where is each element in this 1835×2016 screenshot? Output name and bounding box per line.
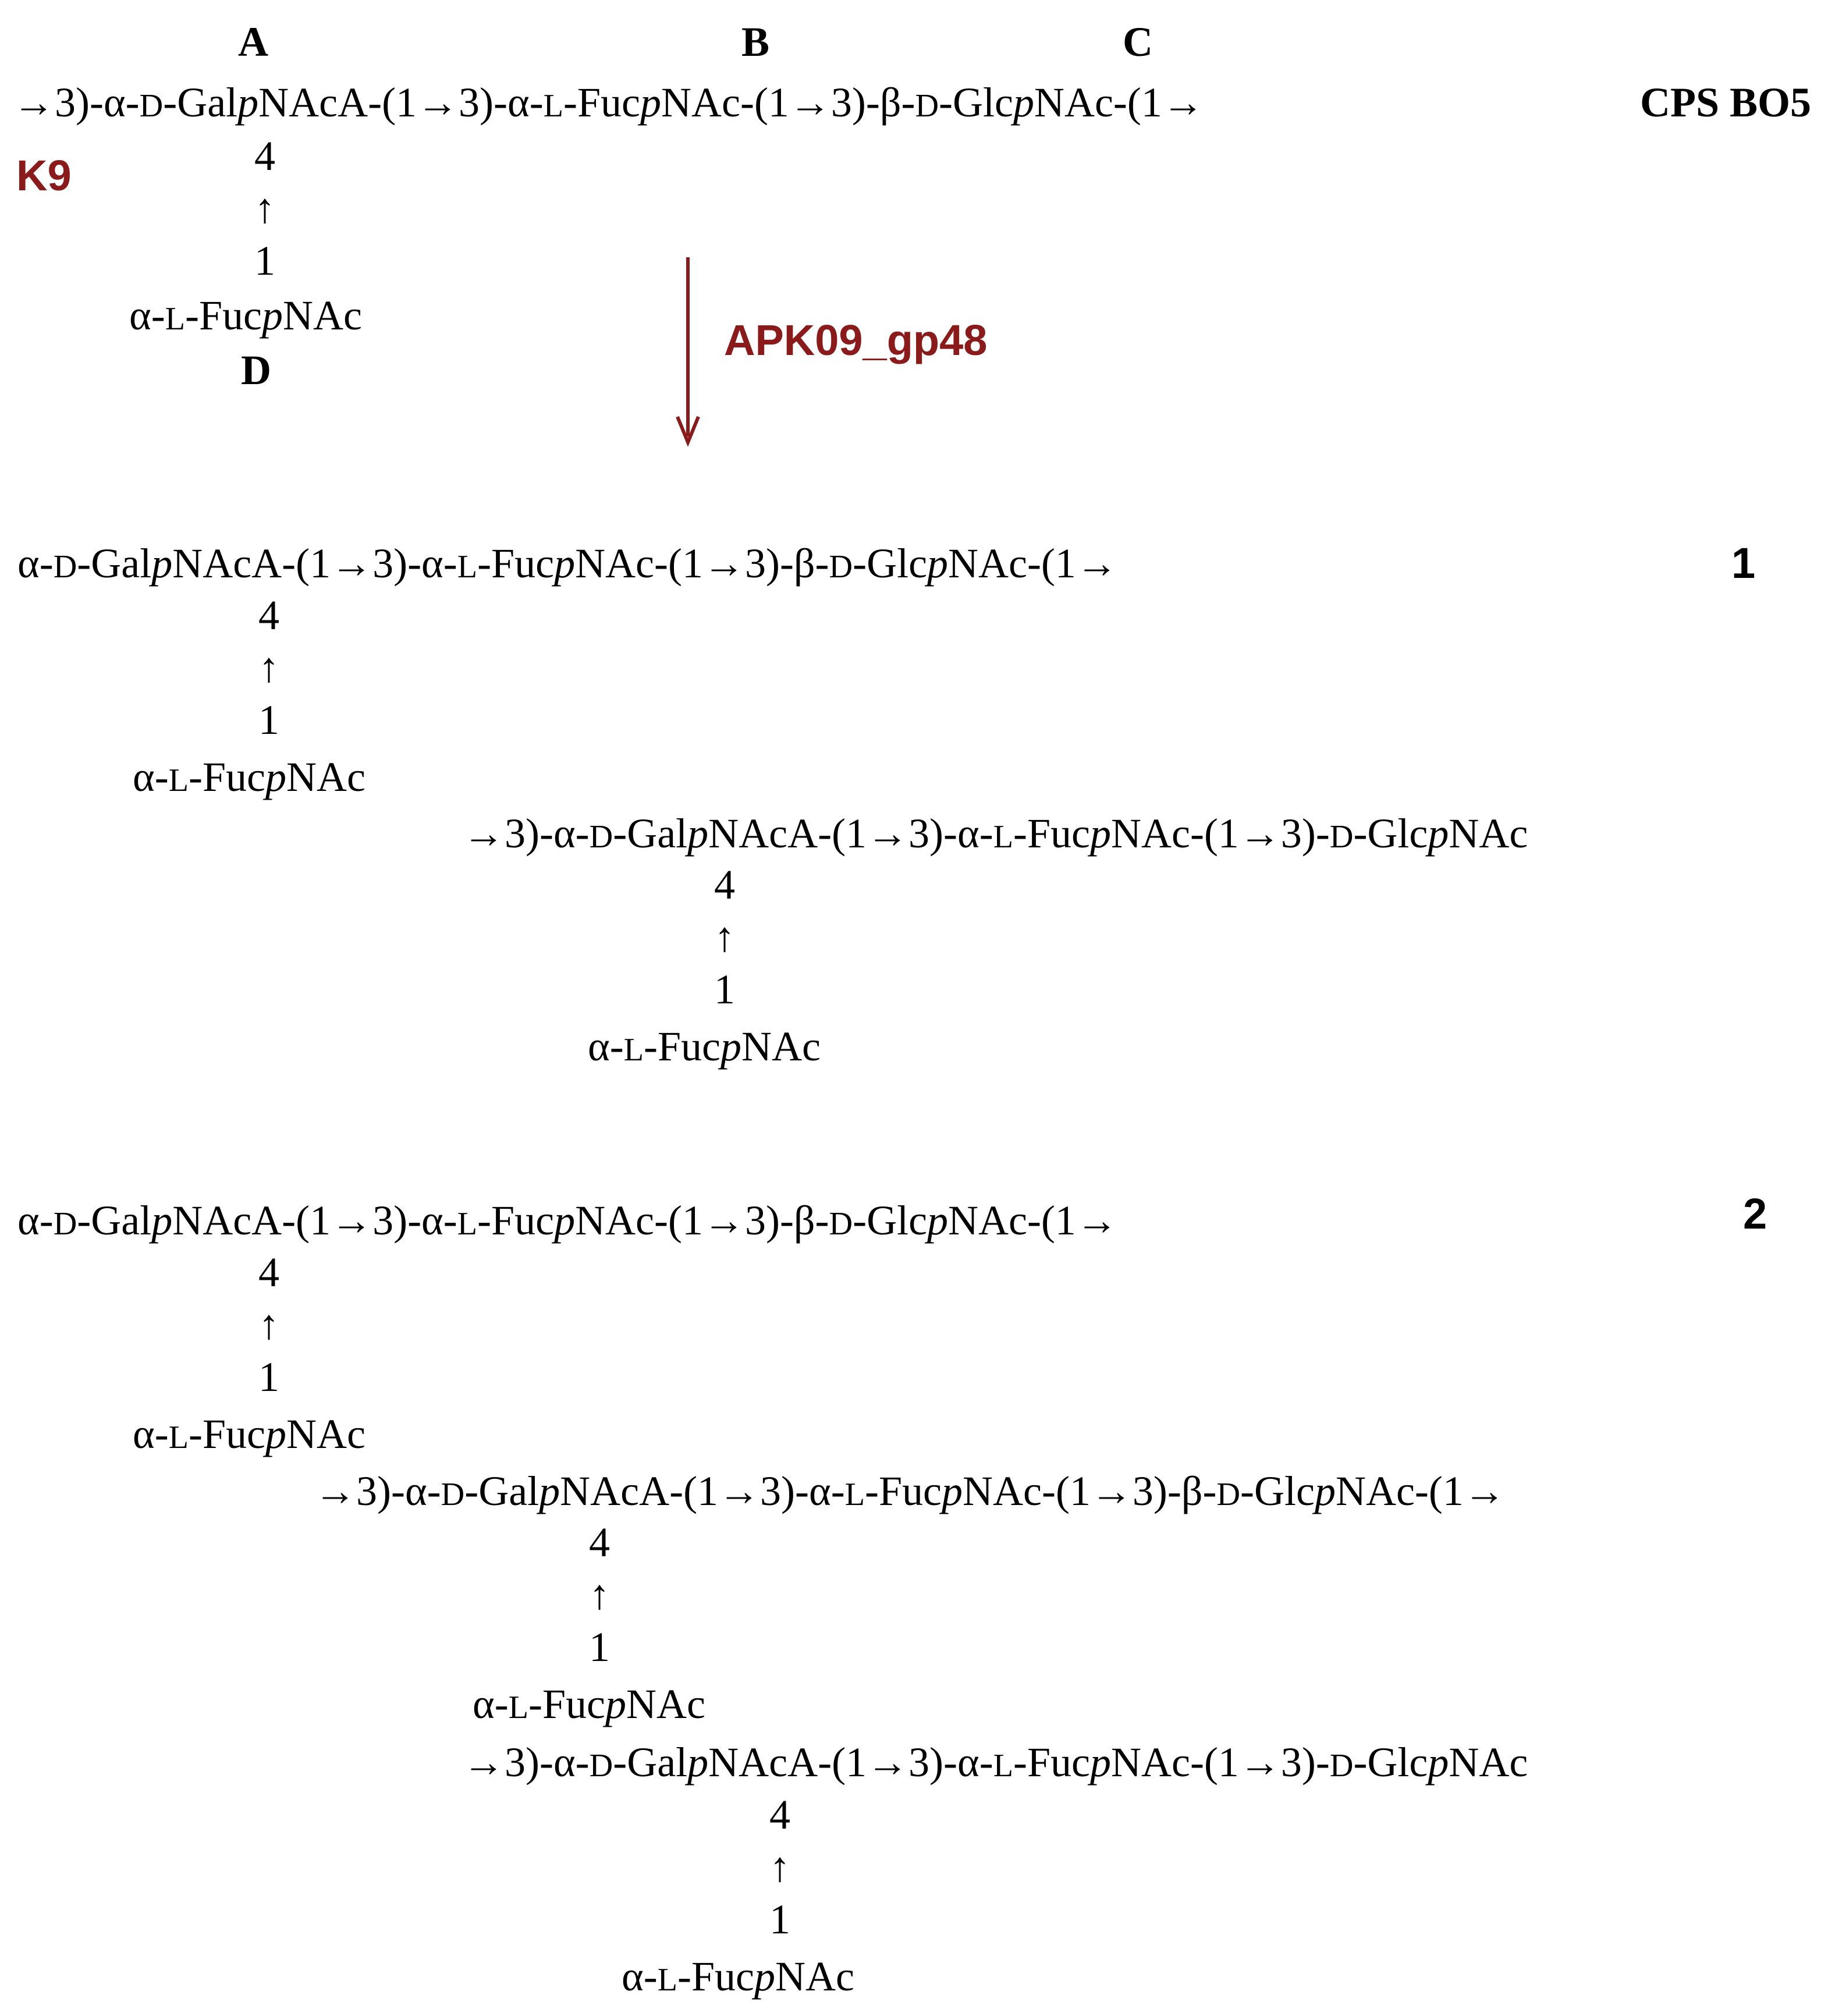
product2-chain-2: →3)-α-D-GalpNAcA-(1→3)-α-L-FucpNAc-(1→3)-β-D-GlcpNAc-(1→ (314, 1468, 1506, 1514)
product2-branch1-fucose: α-L-FucpNAc (133, 1411, 365, 1457)
product1-branch2-up-arrow-icon: ↑ (714, 914, 735, 960)
product1-branch1-fucose: α-L-FucpNAc (133, 754, 365, 800)
product2-branch1-up-arrow-icon: ↑ (258, 1301, 279, 1348)
product2-chain-3: →3)-α-D-GalpNAcA-(1→3)-α-L-FucpNAc-(1→3)-D-GlcpNAc (463, 1739, 1528, 1786)
branch-position-4: 4 (254, 133, 275, 179)
product1-chain-2: →3)-α-D-GalpNAcA-(1→3)-α-L-FucpNAc-(1→3)-D-GlcpNAc (463, 810, 1528, 857)
enzyme-label: APK09_gp48 (724, 316, 988, 364)
residue-label-a: A (238, 19, 268, 65)
residue-label-b: B (741, 19, 770, 65)
polymer-name-label: CPS BO5 (1640, 79, 1812, 126)
product2-branch2-up-arrow-icon: ↑ (589, 1571, 610, 1618)
product1-branch2-position-1: 1 (714, 966, 735, 1013)
product1-branch2-position-4: 4 (714, 861, 735, 908)
product2-branch3-position-4: 4 (769, 1791, 790, 1838)
branch-position-1: 1 (254, 237, 275, 284)
product2-branch1-position-4: 4 (258, 1249, 279, 1296)
product2-chain-1: α-D-GalpNAcA-(1→3)-α-L-FucpNAc-(1→3)-β-D-GlcpNAc-(1→ (17, 1197, 1118, 1244)
branch-fucose-d: α-L-FucpNAc (129, 292, 362, 339)
branch-up-arrow-icon: ↑ (254, 185, 275, 232)
product2-branch3-up-arrow-icon: ↑ (769, 1844, 790, 1890)
product2-branch3-position-1: 1 (769, 1896, 790, 1943)
product-1-number: 1 (1731, 539, 1756, 587)
residue-label-d: D (241, 347, 271, 393)
product2-branch2-position-1: 1 (589, 1624, 610, 1670)
product2-branch3-fucose: α-L-FucpNAc (622, 1953, 854, 2000)
product1-branch2-fucose: α-L-FucpNAc (588, 1023, 821, 1070)
k-type-label: K9 (16, 151, 72, 200)
cps-bo5-main-chain: →3)-α-D-GalpNAcA-(1→3)-α-L-FucpNAc-(1→3)-β-D-GlcpNAc-(1→ (13, 79, 1204, 126)
residue-label-c: C (1123, 19, 1153, 65)
product2-branch2-fucose: α-L-FucpNAc (473, 1681, 705, 1727)
product1-chain-1: α-D-GalpNAcA-(1→3)-α-L-FucpNAc-(1→3)-β-D-GlcpNAc-(1→ (17, 540, 1118, 587)
product2-branch1-position-1: 1 (258, 1354, 279, 1400)
product-2-number: 2 (1743, 1190, 1767, 1238)
product2-branch2-position-4: 4 (589, 1519, 610, 1566)
product1-branch1-position-4: 4 (258, 592, 279, 638)
product1-branch1-position-1: 1 (258, 697, 279, 743)
product1-branch1-up-arrow-icon: ↑ (258, 644, 279, 691)
